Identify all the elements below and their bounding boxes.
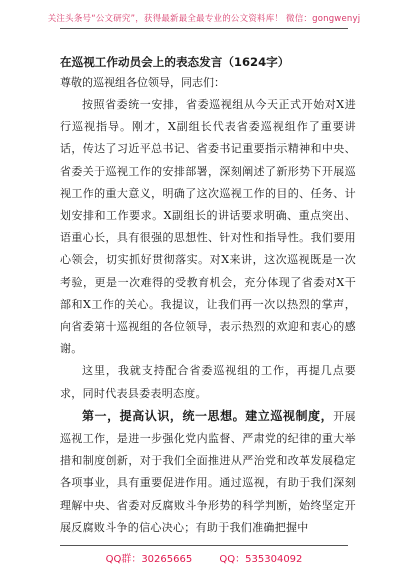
header-note: 关注头条号“公文研究”，获得最新最全最专业的公文资料库！ 微信：gongwenyj [47,14,361,24]
section-1-heading: 第一，提高认识，统一思想。建立巡视制度， [82,408,334,423]
section-1-paragraph [60,405,356,539]
footer-qq-group: QQ群：30265665 [105,554,193,565]
document-title: 在巡视工作动员会上的表态发言（1624字） [60,55,290,69]
section-1-body: 开展巡视工作，是进一步强化党内监督、严肃党的纪律的重大举措和制度创新，对于我们全面推进从严治党和改革发展稳定各项事业，具有重要促进作用。通过巡视，有助于我们深刻理解中央、省委对反腐败斗争形势的科学判断，始终坚定开展反腐败斗争的信心决心；有助于我们准确把握中 [60,409,356,534]
footer-divider [60,545,348,546]
footer-contact [0,550,408,565]
paragraph-1: 按照省委统一安排，省委巡视组从今天正式开始对X进行巡视指导。刚才，X副组长代表省委巡视组作了重要讲话，传达了习近平总书记、省委书记重要指示精神和中央、省委关于巡视工作的安排部署，深刻阐述了新形势下开展巡视工作的重大意义，明确了这次巡视工作的目的、任务、计划安排和工作要求。X副组长的讲话要求明确、重点突出、语重心长，具有很强的思想性、针对性和指导性。我们要用心领会，切实抓好贯彻落实。对X来讲，这次巡视既是一次考验，更是一次难得的受教育机会，充分体现了省委对X干部和X工作的关心。我提议，让我们再一次以热烈的掌声，向省委第十巡视组的各位领导，表示热烈的欢迎和衷心的感谢。 [60,98,356,356]
header-divider [60,28,348,29]
footer-qq: QQ：535304092 [219,554,303,565]
salutation: 尊敬的巡视组各位领导，同志们： [60,76,225,89]
document-body [60,52,356,539]
paragraph-2: 这里，我就支持配合省委巡视组的工作，再提几点要求，同时代表县委表明态度。 [60,364,356,400]
